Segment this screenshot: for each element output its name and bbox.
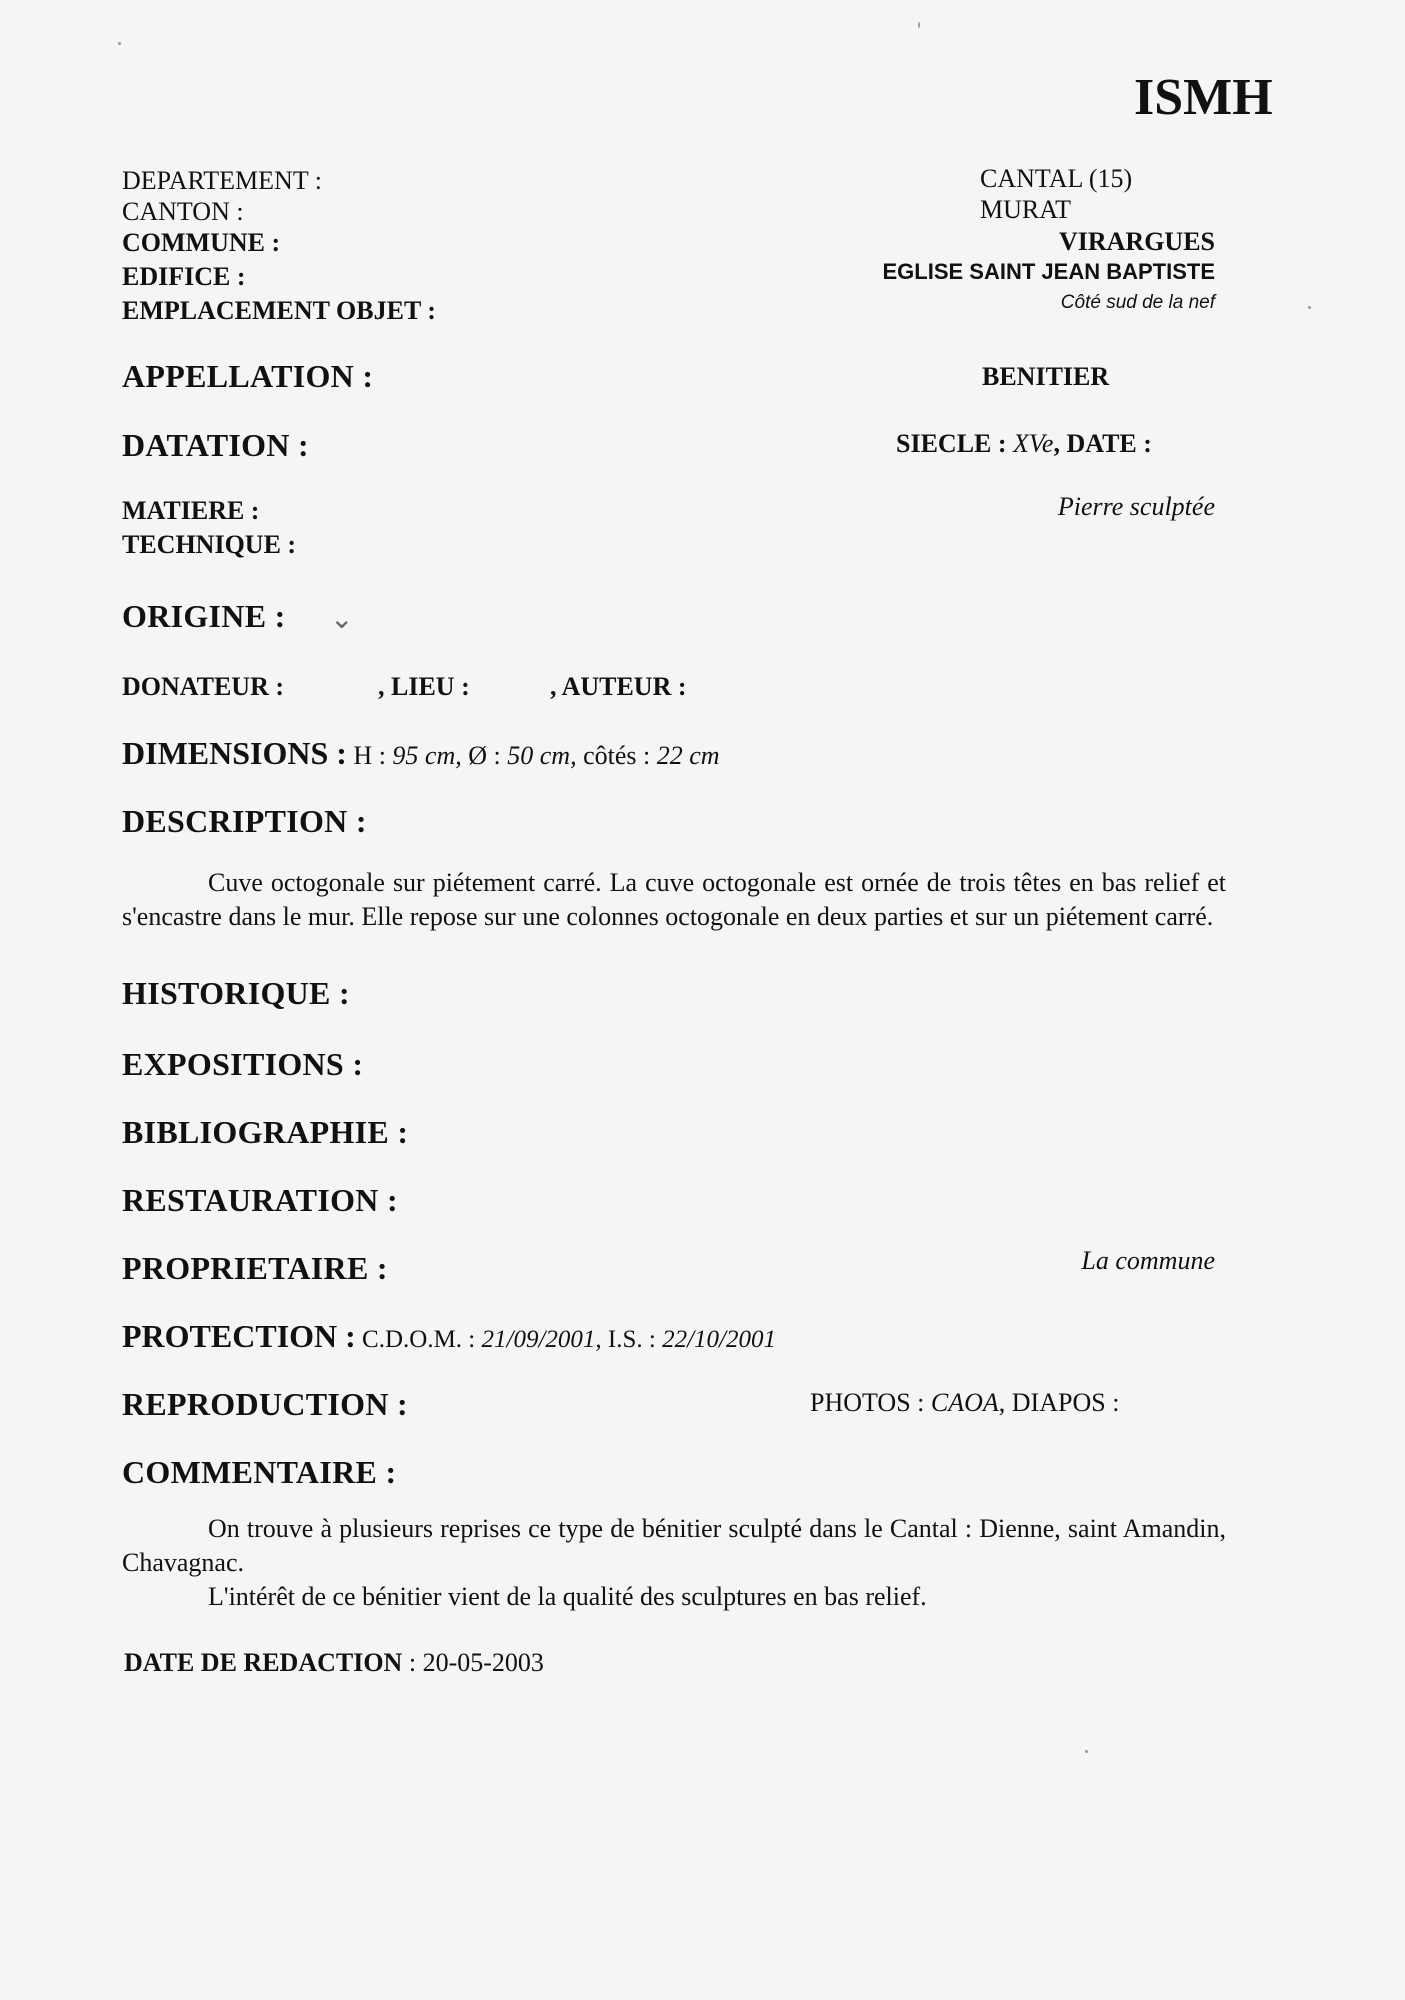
checkmark-mark: ⌄ [330, 604, 354, 635]
commune-label: COMMUNE : [122, 228, 281, 257]
height-value: 95 cm, [392, 741, 462, 770]
scan-speck [118, 42, 121, 45]
canton-value: MURAT [980, 195, 1072, 224]
siecle-label: SIECLE : [896, 429, 1007, 458]
datation-label: DATATION : [122, 427, 309, 463]
scan-speck [1085, 1750, 1088, 1753]
auteur-label: , AUTEUR : [550, 672, 687, 701]
commentaire-label: COMMENTAIRE : [122, 1454, 397, 1490]
photos-line [810, 1388, 1119, 1418]
commentaire-paragraph-2: L'intérêt de ce bénitier vient de la qualité des sculptures en bas relief. [208, 1582, 927, 1611]
historique-label: HISTORIQUE : [122, 975, 350, 1011]
photos-value: CAOA [930, 1388, 999, 1417]
protection-label: PROTECTION : [122, 1318, 356, 1354]
redaction-value: : 20-05-2003 [408, 1648, 544, 1677]
technique-label: TECHNIQUE : [122, 530, 297, 559]
is-label: I.S. : [607, 1326, 656, 1353]
date-label: , DATE : [1053, 429, 1152, 458]
siecle-value: XVe [1013, 429, 1054, 458]
description-text: Cuve octogonale sur piétement carré. La cuve octogonale est ornée de trois têtes en bas relief et s'encastre dans le mur. Elle repose sur une colonnes octogonale en deux parties et sur un piétement carré. [122, 868, 1226, 931]
diameter-label: Ø : [468, 741, 501, 770]
emplacement-value: Côté sud de la nef [1060, 292, 1215, 313]
scan-speck [918, 22, 920, 28]
appellation-label: APPELLATION : [122, 358, 374, 394]
emplacement-label: EMPLACEMENT OBJET : [122, 296, 436, 325]
photos-label: PHOTOS : [810, 1388, 925, 1417]
lieu-label: , LIEU : [378, 672, 470, 701]
scan-speck [1308, 306, 1311, 309]
cdom-value: 21/09/2001, [481, 1326, 602, 1353]
sides-value: 22 cm [656, 741, 720, 770]
description-label: DESCRIPTION : [122, 803, 367, 839]
origine-label: ORIGINE : [122, 598, 286, 634]
donateur-label: DONATEUR : [122, 672, 285, 701]
height-label: H : [353, 741, 386, 770]
cdom-label: C.D.O.M. : [362, 1326, 476, 1353]
sides-label: côtés : [583, 741, 651, 770]
diameter-value: 50 cm, [507, 741, 577, 770]
commentaire-paragraph-1: On trouve à plusieurs reprises ce type de bénitier sculpté dans le Cantal : Dienne, saint Amandin, Chavagnac. [122, 1514, 1226, 1577]
siecle-line [896, 429, 1152, 459]
protection-line [122, 1318, 776, 1355]
expositions-label: EXPOSITIONS : [122, 1046, 364, 1082]
proprietaire-value: La commune [1081, 1246, 1215, 1275]
canton-label: CANTON : [122, 197, 244, 226]
departement-value: CANTAL (15) [980, 164, 1133, 193]
redaction-label: DATE DE REDACTION [124, 1648, 403, 1677]
document-title: ISMH [1134, 69, 1273, 126]
restauration-label: RESTAURATION : [122, 1182, 398, 1218]
dimensions-line [122, 735, 720, 772]
dimensions-label: DIMENSIONS : [122, 735, 347, 771]
matiere-value: Pierre sculptée [1057, 492, 1215, 521]
is-value: 22/10/2001 [662, 1326, 777, 1353]
diapos-label: , DIAPOS : [998, 1388, 1120, 1417]
redaction-line [124, 1648, 544, 1678]
departement-label: DEPARTEMENT : [122, 166, 322, 195]
commune-value: VIRARGUES [1058, 227, 1215, 256]
edifice-label: EDIFICE : [122, 262, 246, 291]
appellation-value: BENITIER [982, 362, 1110, 391]
bibliographie-label: BIBLIOGRAPHIE : [122, 1114, 409, 1150]
matiere-label: MATIERE : [122, 496, 260, 525]
proprietaire-label: PROPRIETAIRE : [122, 1250, 388, 1286]
edifice-value: EGLISE SAINT JEAN BAPTISTE [882, 259, 1215, 284]
reproduction-label: REPRODUCTION : [122, 1386, 408, 1422]
